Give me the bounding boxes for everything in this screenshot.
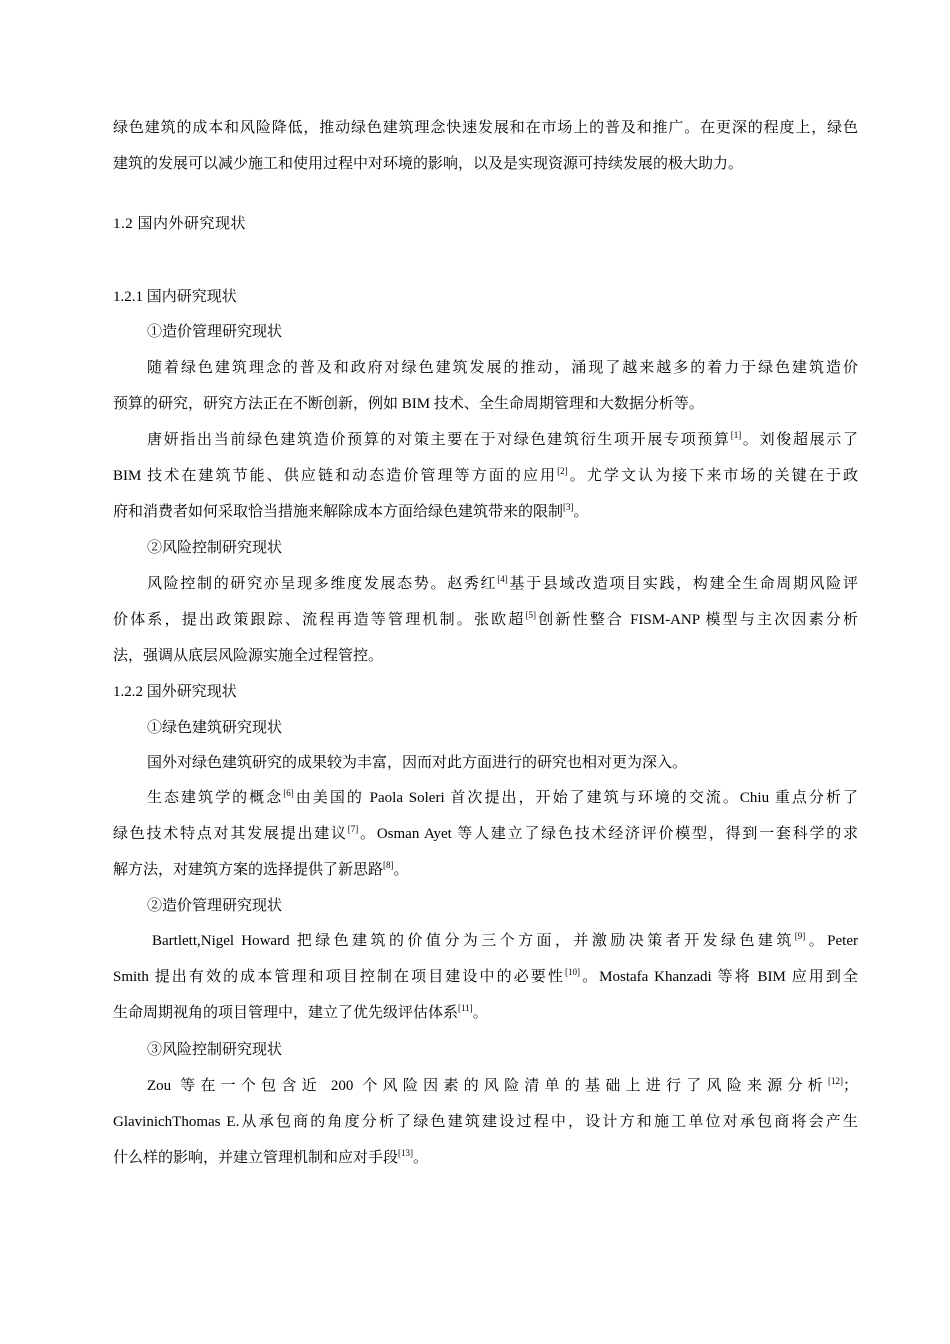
citation: [11]	[458, 1003, 473, 1013]
s122-p3-line3: 生命周期视角的项目管理中，建立了优先级评估体系[11]。	[113, 1003, 488, 1021]
s121-p1-line2: 预算的研究，研究方法正在不断创新，例如 BIM 技术、全生命周期管理和大数据分析等。	[113, 396, 704, 412]
citation: [3]	[563, 502, 574, 512]
citation: [4]	[497, 574, 508, 584]
intro-line-2: 建筑的发展可以减少施工和使用过程中对环境的影响，以及是实现资源可持续发展的极大助力。	[113, 156, 744, 172]
citation: [10]	[564, 967, 580, 977]
section-1-2-2-sub3-title: ③风险控制研究现状	[147, 1042, 283, 1058]
s122-p4-line3: 什么样的影响，并建立管理机制和应对手段[13]。	[113, 1148, 429, 1166]
s121-p3-line2: 价体系，提出政策跟踪、流程再造等管理机制。张欧超[5]创新性整合 FISM-ANP 模型与主次因素分析	[113, 610, 858, 628]
s122-p4-line2: GlavinichThomas E.从承包商的角度分析了绿色建筑建设过程中，设计方和施工单位对承包商将会产生	[113, 1114, 858, 1130]
s121-p1-line1: 随着绿色建筑理念的普及和政府对绿色建筑发展的推动，涌现了越来越多的着力于绿色建筑造价	[147, 360, 858, 376]
section-1-2-2-sub1-title: ①绿色建筑研究现状	[147, 720, 283, 736]
s121-p3-line1: 风险控制的研究亦呈现多维度发展态势。赵秀红[4]基于县域改造项目实践，构建全生命周期风险评	[147, 574, 858, 592]
citation: [6]	[283, 788, 294, 798]
section-1-2-1-sub1-title: ①造价管理研究现状	[147, 324, 283, 340]
citation: [2]	[557, 466, 568, 476]
s122-p2-line3: 解方法，对建筑方案的选择提供了新思路[8]。	[113, 860, 409, 878]
citation: [13]	[398, 1148, 414, 1158]
s122-p4-line1: Zou 等在一个包含近 200 个风险因素的风险清单的基础上进行了风险来源分析[12]；	[147, 1076, 858, 1094]
section-1-2-title: 1.2 国内外研究现状	[113, 216, 247, 232]
s121-p3-line3: 法，强调从底层风险源实施全过程管控。	[113, 648, 384, 664]
s121-p2-line3: 府和消费者如何采取恰当措施来解除成本方面给绿色建筑带来的限制[3]。	[113, 502, 589, 520]
s122-p1-line1: 国外对绿色建筑研究的成果较为丰富，因而对此方面进行的研究也相对更为深入。	[147, 755, 688, 771]
s122-p2-line2: 绿色技术特点对其发展提出建议[7]。Osman Ayet 等人建立了绿色技术经济评价模型，得到一套科学的求	[113, 824, 858, 842]
section-1-2-2-sub2-title: ②造价管理研究现状	[147, 898, 283, 914]
citation: [5]	[525, 610, 537, 620]
citation: [7]	[347, 824, 359, 834]
s121-p2-line2: BIM 技术在建筑节能、供应链和动态造价管理等方面的应用[2]。尤学文认为接下来市场的关键在于政	[113, 466, 858, 484]
citation: [8]	[383, 860, 394, 870]
citation: [1]	[730, 430, 742, 440]
s121-p2-line1: 唐妍指出当前绿色建筑造价预算的对策主要在于对绿色建筑衍生项开展专项预算[1]。刘俊超展示了	[147, 430, 858, 448]
s122-p3-line2: Smith 提出有效的成本管理和项目控制在项目建设中的必要性[10]。Mostafa Khanzadi 等将 BIM 应用到全	[113, 967, 858, 985]
section-1-2-1-title: 1.2.1 国内研究现状	[113, 289, 237, 305]
s122-p2-line1: 生态建筑学的概念[6]由美国的 Paola Soleri 首次提出，开始了建筑与环境的交流。Chiu 重点分析了	[147, 788, 858, 806]
section-1-2-1-sub2-title: ②风险控制研究现状	[147, 540, 283, 556]
intro-line-1: 绿色建筑的成本和风险降低，推动绿色建筑理念快速发展和在市场上的普及和推广。在更深的程度上，绿色	[113, 120, 858, 136]
s122-p3-line1: Bartlett,Nigel Howard 把绿色建筑的价值分为三个方面，并激励决策者开发绿色建筑[9]。Peter	[152, 931, 858, 949]
citation: [12]	[827, 1076, 843, 1086]
citation: [9]	[794, 931, 806, 941]
section-1-2-2-title: 1.2.2 国外研究现状	[113, 684, 237, 700]
